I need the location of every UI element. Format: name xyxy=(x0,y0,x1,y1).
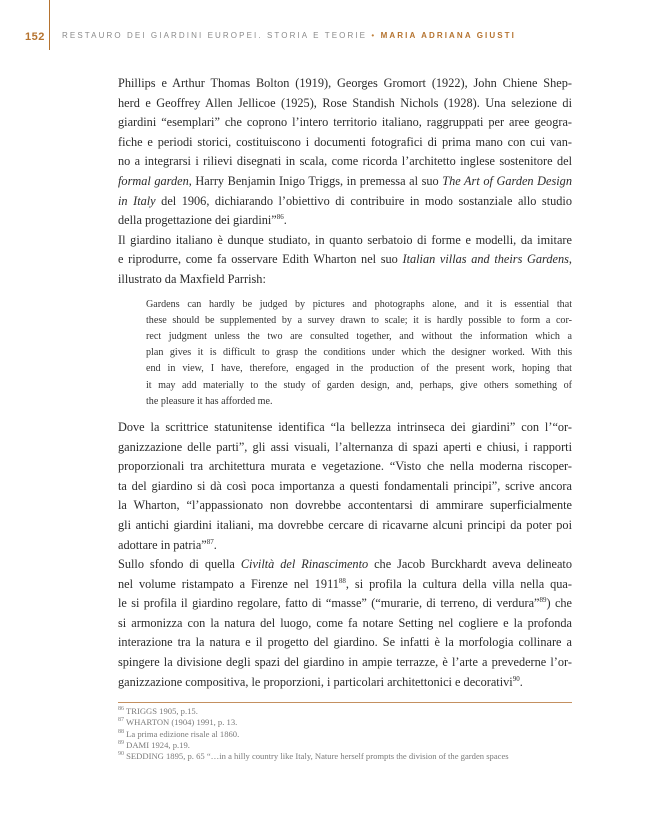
text-line: the pleasure it has afforded me. xyxy=(146,395,273,407)
text-line xyxy=(118,555,572,575)
footnote-reference: 89 xyxy=(539,596,547,605)
footnote-text: DAMI 1924, p.19. xyxy=(124,739,190,750)
running-title-author: MARIA ADRIANA GIUSTI xyxy=(380,31,516,40)
text-line: ta del giardino si dà così poca importanza a questi fondamentali principi”, scrive ancora xyxy=(118,478,572,493)
text-line: proporzionali tra architettura murata e vegetazione. “Visto che nella moderna riscoper- xyxy=(118,459,572,474)
text-line: rect judgment unless the two are consulted together, and without the information which a xyxy=(146,330,572,342)
footnote-number: 86 xyxy=(118,706,124,713)
footnote-reference: 88 xyxy=(338,576,346,585)
footnote-reference: 86 xyxy=(276,213,284,222)
text-segment: che Jacob Burckhardt aveva delineato xyxy=(368,557,572,572)
footnote-number: 89 xyxy=(118,740,124,747)
text-segment: . xyxy=(519,674,523,689)
text-line: Gardens can hardly be judged by pictures and photographs alone, and it is essential that xyxy=(146,298,572,310)
paragraph-3 xyxy=(118,418,572,555)
italic-title: Civiltà del Rinascimento xyxy=(240,557,369,572)
text-line: illustrato da Maxfield Parrish: xyxy=(118,271,266,286)
text-line xyxy=(118,172,572,192)
text-line: herd e Geoffrey Allen Jellicoe (1925), Rose Standish Nichols (1928). Una selezione di xyxy=(118,95,572,110)
text-line: fiche e periodi storici, costituiscono i documenti fotografici di prima mano con cui van- xyxy=(118,134,572,149)
text-line xyxy=(118,673,572,693)
text-line: no a integrarsi i rilievi disegnati in scala, come ricorda l’architetto inglese sostenitore del xyxy=(118,154,572,169)
paragraph-1 xyxy=(118,74,572,231)
text-segment: ) che xyxy=(546,596,573,611)
text-line xyxy=(118,211,572,231)
italic-title: formal garden xyxy=(118,173,189,188)
text-segment: e riprodurre, come fa osservare Edith Wharton nel suo xyxy=(118,252,403,267)
text-segment: della progettazione dei giardini” xyxy=(118,213,277,228)
text-line: Il giardino italiano è dunque studiato, in quanto serbatoio di forme e modelli, da imitare xyxy=(118,232,572,247)
text-segment: Sullo sfondo di quella xyxy=(118,557,241,572)
footnote-text: WHARTON (1904) 1991, p. 13. xyxy=(124,717,238,728)
footnote-text: La prima edizione risale al 1860. xyxy=(124,728,240,739)
text-line: gli antichi giardini italiani, ma dovrebbe cercare di ricavarne alcuni principi da poter poi xyxy=(118,517,572,532)
text-line: ganizzazione delle parti”, gli assi visuali, l’alternanza di spazi aperti e chiusi, i rapporti xyxy=(118,439,572,454)
paragraph-2 xyxy=(118,231,572,290)
text-segment: , xyxy=(568,252,572,267)
text-line: end in view, I have, therefore, engaged in the production of the present work, hoping that xyxy=(146,363,572,375)
footnote-item xyxy=(118,717,572,728)
text-line xyxy=(118,250,572,270)
text-line: si armonizza con la natura del luogo, come fa notare Setting nel cogliere e la profonda xyxy=(118,615,572,630)
text-segment: del 1906, dichiarando l’obiettivo di contribuire in modo sostanziale allo studio xyxy=(155,193,572,208)
text-line: spingere la divisione degli spazi del giardino in ampie terrazze, è l’arte a prevederne l’or- xyxy=(118,655,572,670)
text-line: these should be supplemented by a survey drawn to scale; it is hardly possible to form a cor- xyxy=(146,314,572,326)
text-segment: , si profila la cultura della villa nella qua- xyxy=(345,576,572,591)
italic-title: Italian villas and theirs Gardens xyxy=(402,252,569,267)
text-line xyxy=(118,192,572,212)
footnotes xyxy=(118,706,572,762)
footnote-item xyxy=(118,751,572,762)
footnote-text: TRIGGS 1905, p.15. xyxy=(124,706,198,716)
block-quote xyxy=(146,297,572,410)
footnote-number: 87 xyxy=(118,717,124,724)
paragraph-4 xyxy=(118,555,572,692)
footnote-item xyxy=(118,706,572,717)
text-line: giardini “esemplari” che coprono l’intero territorio italiano, raggruppati per aree geogra- xyxy=(118,115,572,130)
footnote-number: 88 xyxy=(118,728,124,735)
running-title xyxy=(62,31,516,40)
text-segment: . xyxy=(213,537,217,552)
footnote-rule xyxy=(118,702,572,703)
italic-title: The Art of Garden Design xyxy=(442,173,572,188)
text-line: interazione tra la natura e il progetto del giardino. Se infatti è la morfologia collinare a xyxy=(118,635,572,650)
header-vertical-rule xyxy=(49,0,50,50)
text-line xyxy=(118,575,572,595)
footnote-item xyxy=(118,740,572,751)
text-segment: , Harry Benjamin Inigo Triggs, in premessa al suo xyxy=(188,173,443,188)
footnote-reference: 87 xyxy=(206,537,214,546)
footnote-item xyxy=(118,729,572,740)
footnote-reference: 90 xyxy=(512,674,520,683)
footnote-text: SEDDING 1895, p. 65 “…in a hilly country like Italy, Nature herself prompts the division of the garden spaces xyxy=(124,751,509,762)
text-line: la Wharton, “l’appassionato non dovrebbe accontentarsi di ammirare superficialmente xyxy=(118,498,572,513)
page-number: 152 xyxy=(25,31,45,43)
text-line: Dove la scrittrice statunitense identifica “la bellezza intrinseca dei giardini” con l’“or- xyxy=(118,419,572,434)
text-line: it may add materially to the study of garden design, and, perhaps, give others something of xyxy=(146,379,572,391)
running-header xyxy=(0,27,650,51)
text-segment: ganizzazione compositiva, le proporzioni, i particolari architettonici e decorativi xyxy=(118,674,513,689)
text-segment: le si profila il giardino regolare, fatto di “masse” (“murarie, di terreno, di verdura” xyxy=(118,596,540,611)
text-segment: . xyxy=(283,213,287,228)
text-line: plan gives it is difficult to grasp the conditions under which the designer worked. With this xyxy=(146,347,572,359)
running-title-text: RESTAURO DEI GIARDINI EUROPEI. STORIA E TEORIE xyxy=(62,31,368,40)
text-segment: adottare in patria” xyxy=(118,537,207,552)
footnote-number: 90 xyxy=(118,751,124,758)
running-title-separator: • xyxy=(371,31,377,40)
italic-title: in Italy xyxy=(118,193,156,208)
text-line: Phillips e Arthur Thomas Bolton (1919), Georges Gromort (1922), John Chiene Shep- xyxy=(118,76,572,90)
text-segment: nel volume ristampato a Firenze nel 1911 xyxy=(118,576,339,591)
main-text xyxy=(118,74,572,692)
text-line xyxy=(118,536,572,556)
text-line xyxy=(118,594,572,614)
